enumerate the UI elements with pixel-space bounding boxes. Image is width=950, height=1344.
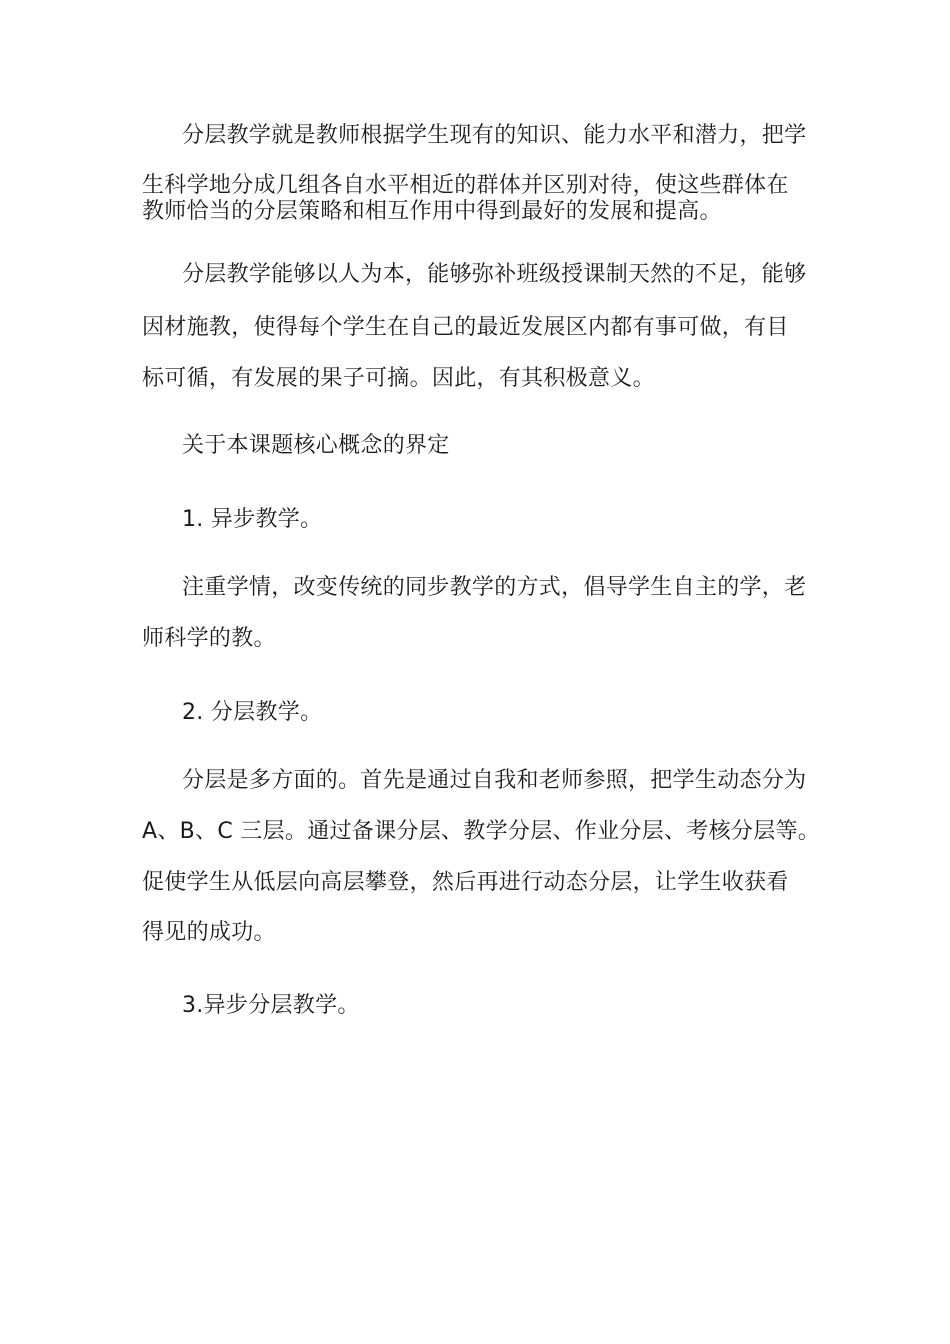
item-3-heading: 3.异步分层教学。 (182, 993, 360, 1018)
item-1-heading: 1. 异步教学。 (182, 507, 323, 532)
item-2-line-4: 得见的成功。 (142, 920, 276, 945)
paragraph-1-line-2: 生科学地分成几组各自水平相近的群体并区别对待，使这些群体在 (142, 173, 789, 198)
item-2-heading: 2. 分层教学。 (182, 700, 323, 725)
section-heading: 关于本课题核心概念的界定 (182, 433, 450, 458)
item-2-line-2: A、B、C 三层。通过备课分层、教学分层、作业分层、考核分层等。 (142, 819, 821, 844)
paragraph-1-line-1: 分层教学就是教师根据学生现有的知识、能力水平和潜力，把学 (182, 123, 807, 148)
paragraph-2-line-2: 因材施教，使得每个学生在自己的最近发展区内都有事可做，有目 (142, 315, 789, 340)
item-2-line-1: 分层是多方面的。首先是通过自我和老师参照，把学生动态分为 (182, 768, 807, 793)
item-2-line-3: 促使学生从低层向高层攀登，然后再进行动态分层，让学生收获看 (142, 870, 789, 895)
item-1-line-1: 注重学情，改变传统的同步教学的方式，倡导学生自主的学，老 (182, 575, 807, 600)
paragraph-2-line-3: 标可循，有发展的果子可摘。因此，有其积极意义。 (142, 366, 655, 391)
paragraph-2-line-1: 分层教学能够以人为本，能够弥补班级授课制天然的不足，能够 (182, 262, 807, 287)
paragraph-1-line-3: 教师恰当的分层策略和相互作用中得到最好的发展和提高。 (142, 199, 722, 224)
item-1-line-2: 师科学的教。 (142, 626, 276, 651)
